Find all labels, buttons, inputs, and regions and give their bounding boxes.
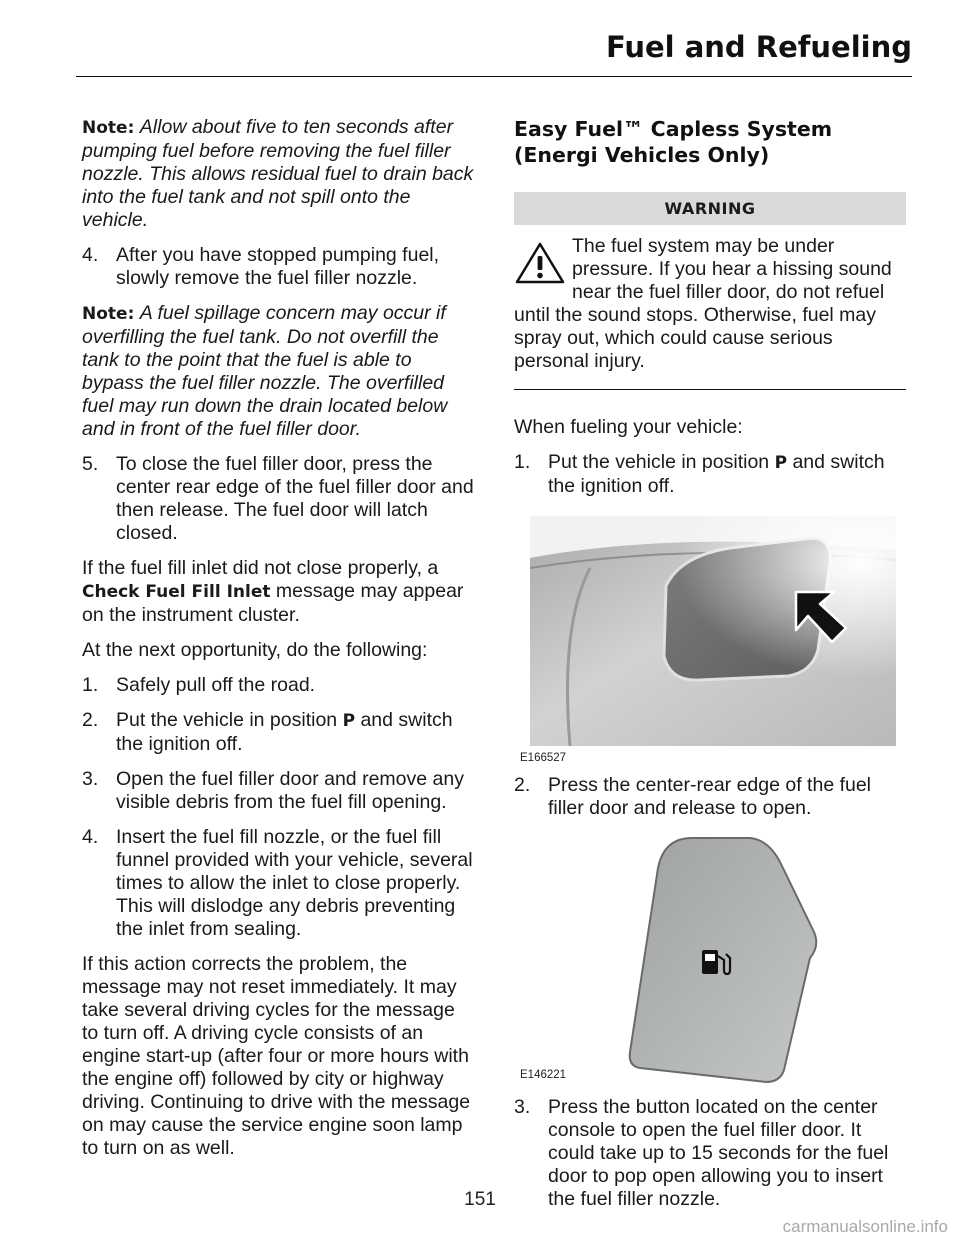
step-number: 4. xyxy=(82,244,99,266)
figure-label: E146221 xyxy=(520,1069,567,1081)
list-item xyxy=(82,674,476,697)
step-number: 2. xyxy=(514,774,531,796)
note-label: Note: xyxy=(82,118,135,138)
step-text xyxy=(116,826,476,941)
step-number: 2. xyxy=(82,709,99,731)
step-text: After you have stopped pumping fuel, slowly remove the fuel filler nozzle. xyxy=(116,244,440,289)
figure-label: E166527 xyxy=(520,752,567,764)
step-text-part: Put the vehicle in position xyxy=(548,451,775,473)
step-number: 4. xyxy=(82,826,99,848)
note-text: Allow about five to ten seconds after pumping fuel before removing the fuel filler nozzle. This allows residual fuel to drain back into the fuel tank and not spill onto the vehicle. xyxy=(82,116,474,231)
step-close-door xyxy=(82,453,476,545)
step-text-part: Safely pull off the road. xyxy=(116,674,316,696)
step-text: To close the fuel filler door, press the center rear edge of the fuel filler door and then release. The fuel door will latch closed. xyxy=(116,453,474,544)
right-column xyxy=(514,116,906,1223)
list-item xyxy=(514,774,906,820)
step-number: 1. xyxy=(514,451,531,473)
title-rule xyxy=(76,76,912,77)
step-number: 5. xyxy=(82,453,99,475)
list-item xyxy=(82,826,476,941)
step-text-part: Open the fuel filler door and remove any visible debris from the fuel fill opening. xyxy=(116,768,464,813)
fuel-door-illustration xyxy=(622,832,822,1084)
page-title: Fuel and Refueling xyxy=(605,30,912,64)
list-item xyxy=(82,709,476,756)
position-p-label: P xyxy=(342,711,356,731)
step-text-part: Put the vehicle in position xyxy=(116,709,343,731)
warning-text: The fuel system may be under pressure. If you hear a hissing sound near the fuel filler door, do not refuel until the sound stops. Otherwise, fuel may spray out, which could cause serious personal injury. xyxy=(514,235,892,372)
warning-box xyxy=(514,235,906,390)
step-text-part: and switch the ignition off. xyxy=(116,709,453,755)
section-heading: Easy Fuel™ Capless System (Energi Vehicles Only) xyxy=(514,117,833,167)
watermark: carmanualsonline.info xyxy=(782,1217,948,1236)
fuel-door-photo xyxy=(530,516,896,746)
step-text xyxy=(548,451,906,498)
list-item xyxy=(514,451,906,498)
page-number: 151 xyxy=(464,1189,496,1210)
check-inlet-paragraph xyxy=(82,557,476,627)
paragraph-text: message may appear on the instrument cluster. xyxy=(82,580,464,626)
step-text: Press the button located on the center console to open the fuel filler door. It could take up to 15 seconds for the fuel door to pop open allowing you to insert the fuel filler nozzle. xyxy=(548,1096,889,1210)
step-number: 1. xyxy=(82,674,99,696)
note-label: Note: xyxy=(82,304,135,324)
left-column xyxy=(82,116,476,1172)
step-text xyxy=(116,768,476,814)
paragraph-text: If the fuel fill inlet did not close properly, a xyxy=(82,557,439,579)
step-text-part: and switch the ignition off. xyxy=(548,451,885,497)
check-fuel-fill-inlet-message: Check Fuel Fill Inlet xyxy=(82,582,271,602)
step-text-part: Insert the fuel fill nozzle, or the fuel fill funnel provided with your vehicle, several times to allow the inlet to close properly. This will dislodge any debris preventing the inlet from sealing. xyxy=(116,826,473,940)
step-remove-nozzle xyxy=(82,244,476,290)
step-number: 3. xyxy=(82,768,99,790)
figure-fuel-door-photo xyxy=(514,510,906,762)
next-opportunity-text: At the next opportunity, do the following: xyxy=(82,639,428,661)
note-text: A fuel spillage concern may occur if overfilling the fuel tank. Do not overfill the tank to the point that the fuel is able to bypass the fuel filler nozzle. The overfilled fuel may run down the drain located below and in front of the fuel filler door. xyxy=(82,302,448,440)
warning-triangle-icon xyxy=(514,241,566,285)
figure-fuel-door-closeup xyxy=(514,832,906,1084)
note-residual-fuel xyxy=(82,116,476,232)
step-text xyxy=(116,674,476,697)
step-text xyxy=(116,709,476,756)
step-number: 3. xyxy=(514,1096,531,1118)
note-fuel-spillage xyxy=(82,302,476,441)
closing-paragraph: If this action corrects the problem, the message may not reset immediately. It may take several driving cycles for the message to turn off. A driving cycle consists of an engine start-up (after four or more hours with the engine off) followed by city or highway driving. Continuing to drive with the message on may cause the service engine soon lamp to turn on as well. xyxy=(82,953,471,1159)
fueling-intro: When fueling your vehicle: xyxy=(514,416,743,438)
step-text: Press the center-rear edge of the fuel filler door and release to open. xyxy=(548,774,872,819)
warning-label: WARNING xyxy=(514,192,906,225)
list-item xyxy=(82,768,476,814)
position-p-label: P xyxy=(774,453,788,473)
